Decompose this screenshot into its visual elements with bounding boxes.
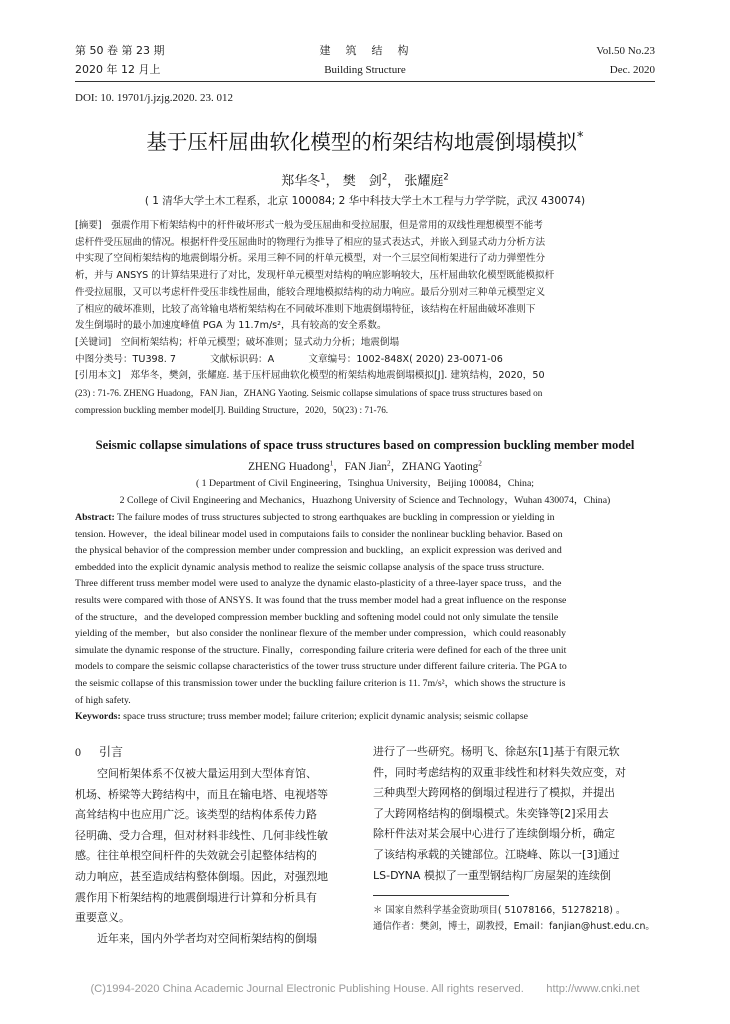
abstract-en-line: models to compare the seismic collapse characteristics of the tower truss structure under different failure criteria. The PGA to: [75, 661, 567, 673]
keywords-cn-text: 空间桁架结构；杆单元模型；破坏准则；显式动力分析；地震倒塌: [120, 336, 400, 348]
body-line: 动力响应，甚至造成结构整体倒塌。因此，对强烈地: [75, 869, 328, 883]
keywords-cn: [75, 335, 655, 352]
article-number: 文章编号：1002-848X( 2020) 23-0071-06: [308, 353, 503, 365]
document-code: 文献标识码：A: [210, 353, 275, 365]
body-line: 近年来，国内外学者均对空间桁架结构的倒塌: [75, 931, 317, 945]
abstract-en-line: the seismic collapse of this transmission tower under the buckling failure criterion is 11. 7m/s²，which shows the structure is: [75, 677, 566, 689]
abstract-en-label: Abstract:: [75, 512, 115, 523]
citation-label: [引用本文]: [75, 370, 121, 382]
abstract-en-line: simulate the dynamic response of the structure. Finally，corresponding failure criteria were defined for each of the three unit: [75, 644, 567, 656]
affil-mark: 2: [386, 459, 391, 468]
affil-mark: 1: [329, 459, 334, 468]
body-line: 除杆件法对某会展中心进行了连续倒塌分析，确定: [373, 827, 615, 841]
journal-name-en: Building Structure: [324, 64, 406, 76]
abstract-en-line: of the structure，and the developed compression member buckling and softening model could not only simulate the tensile: [75, 611, 559, 623]
affiliation-en-line: 2 College of Civil Engineering and Mechanics，Huazhong University of Science and Technology，Wuhan 430074，China): [119, 494, 611, 506]
abstract-en: [75, 510, 655, 726]
abstract-en-line: tension. However，the ideal bilinear model used in computaions fails to consider the nonlinear buckling behavior. Based on: [75, 528, 563, 540]
title-en: Seismic collapse simulations of space truss structures based on compression buckling member model: [95, 438, 635, 452]
copyright-footer: (C)1994-2020 China Academic Journal Electronic Publishing House. All rights reserved. http://www.cnki.net: [90, 983, 640, 995]
author-fan: 樊 剑: [342, 174, 382, 189]
section-number: 0: [75, 745, 81, 759]
title-cn: 基于压杆屈曲软化模型的桁架结构地震倒塌模拟: [146, 130, 577, 154]
page-title: [75, 128, 655, 156]
doi: DOI: 10. 19701/j.jzjg.2020. 23. 012: [75, 92, 233, 104]
body-line: 感。往往单根空间杆件的失效就会引起整体结构的: [75, 849, 317, 863]
affil-mark: 1: [320, 171, 326, 182]
abstract-cn: [75, 218, 655, 418]
separator: ，: [387, 174, 401, 189]
abstract-en-line: of high safety.: [75, 694, 131, 706]
authors-cn: [75, 170, 655, 189]
journal-name-cn: 建 筑 结 构: [319, 44, 411, 57]
volume-issue-en: Vol.50 No.23: [596, 45, 655, 57]
abstract-cn-label: [摘要]: [75, 220, 102, 231]
abstract-cn-line: 强震作用下桁架结构中的杆件破坏形式一般为受压屈曲和受拉屈服，但是常用的双线性理想模型不能考: [111, 220, 543, 231]
abstract-en-line: yielding of the member，but also consider the nonlinear flexure of the member under compression，which could reasonably: [75, 628, 567, 640]
body-left-column: [75, 764, 357, 949]
author-zheng: 郑华冬: [281, 174, 321, 189]
body-line: 了大跨网格结构的倒塌模式。朱奕锋等[2]采用去: [373, 806, 609, 820]
footnote-rule: [373, 895, 509, 896]
body-line: 空间桁架体系不仅被大量运用到大型体育馆、: [75, 767, 317, 780]
abstract-cn-line: 了相应的破坏准则，比较了高耸输电塔桁架结构在不同破坏准则下地震倒塌特征，该结构在杆屈曲破坏准则下: [75, 303, 536, 315]
abstract-cn-line: 析，并与 ANSYS 的计算结果进行了对比，发现杆单元模型对结构的响应影响较大，压杆屈曲软化模型既能模拟杆: [75, 270, 555, 282]
citation-line: 郑华冬，樊剑，张耀庭. 基于压杆屈曲软化模型的桁架结构地震倒塌模拟[J]. 建筑结构，2020，50: [130, 370, 545, 382]
citation-line: (23) : 71-76. ZHENG Huadong，FAN Jian，ZHANG Yaoting. Seismic collapse simulations of space truss structures based on: [75, 388, 543, 399]
footnote-line: 通信作者：樊剑，博士，副教授，Email：fanjian@hust.edu.cn。: [373, 921, 655, 932]
abstract-en-line: results were compared with those of ANSYS. It was found that the truss member model had a great influence on the response: [75, 594, 567, 606]
body-line: 了该结构承载的关键部位。江晓峰、陈以一[3]通过: [373, 847, 620, 861]
abstract-en-line: The failure modes of truss structures subjected to strong earthquakes are buckling in compression or yielding in: [117, 512, 555, 523]
abstract-cn-line: 件受拉屈服，又可以考虑杆件受压非线性屈曲，能较合理地模拟结构的动力响应。最后分别对三种单元模型定义: [75, 286, 546, 298]
body-right-column: [373, 742, 655, 886]
abstract-cn-line: 发生倒塌时的最小加速度峰值 PGA 为 11.7m/s²，具有较高的安全系数。: [75, 320, 387, 332]
abstract-cn-line: 虑杆件受压屈曲的情况。根据杆件受压屈曲时的物理行为推导了相应的显式表达式，并嵌入到显式动力分析方法: [75, 236, 546, 248]
abstract-en-line: embedded into the explicit dynamic analysis method to realize the seismic collapse analysis of the space truss structure.: [75, 561, 545, 573]
date-cn: 2020 年 12 月上: [75, 63, 161, 76]
separator: ，: [325, 174, 339, 189]
abstract-en-line: Three different truss member model were used to analyze the dynamic elasto-plasticity of a three-layer space truss，and the: [75, 578, 562, 590]
abstract-en-line: the physical behavior of the compression member under compression and buckling，an explicit expression was derived and: [75, 545, 562, 557]
author-en: ，FAN Jian: [333, 461, 387, 473]
affiliation-en-line: ( 1 Department of Civil Engineering，Tsinghua University，Beijing 100084，China;: [195, 478, 535, 489]
body-line: 三种典型大跨网格的倒塌过程进行了模拟，并提出: [373, 786, 615, 800]
affiliation-en: [75, 476, 655, 509]
keywords-cn-label: [关键词]: [75, 336, 112, 348]
header-rule: [75, 81, 655, 82]
clc-number: 中图分类号：TU398. 7: [75, 353, 176, 365]
affiliation-cn: ( 1 清华大学土木工程系，北京 100084; 2 华中科技大学土木工程与力学学院，武汉 430074): [144, 195, 586, 207]
footnote-line: ＊ 国家自然科学基金资助项目( 51078166，51278218) 。: [373, 905, 626, 916]
body-line: 径明确、受力合理，但对材料非线性、几何非线性敏: [75, 828, 328, 842]
keywords-en-label: Keywords:: [75, 711, 121, 723]
author-zhang: 张耀庭: [404, 174, 444, 189]
body-line: 机场、桥梁等大跨结构中，而且在输电塔、电视塔等: [75, 787, 328, 801]
affil-mark: 2: [381, 171, 388, 182]
body-line: LS-DYNA 模拟了一重型钢结构厂房屋架的连续倒: [373, 868, 611, 882]
citation-line: compression buckling member model[J]. Building Structure，2020，50(23) : 71-76.: [75, 404, 389, 415]
affil-mark: 2: [443, 171, 449, 182]
abstract-cn-line: 中实现了空间桁架结构的地震倒塌分析。采用三种不同的杆单元模型，对一个三层空间桁架进行了动力弹塑性分: [75, 253, 546, 265]
body-line: 震作用下桁架结构的地震倒塌进行计算和分析具有: [75, 890, 317, 904]
body-line: 件，同时考虑结构的双重非线性和材料失效应变，对: [373, 765, 626, 779]
body-line: 高耸结构中也应用广泛。该类型的结构体系传力路: [75, 808, 317, 822]
keywords-en: [75, 709, 655, 726]
affil-mark: 2: [478, 459, 482, 468]
authors-en: [75, 458, 655, 474]
author-en: ZHENG Huadong: [248, 461, 330, 473]
section-heading: [75, 743, 123, 760]
section-title: 引言: [99, 745, 124, 759]
title-footnote-mark: *: [576, 130, 584, 146]
footnote: [373, 903, 655, 935]
date-en: Dec. 2020: [609, 64, 655, 76]
body-line: 进行了一些研究。杨明飞、徐赵东[1]基于有限元软: [373, 745, 620, 758]
volume-issue-cn: 第 50 卷 第 23 期: [75, 44, 165, 57]
classification-line: [75, 352, 655, 369]
keywords-en-text: space truss structure; truss member model; failure criterion; explicit dynamic analysis; seismic collapse: [123, 711, 528, 723]
body-line: 重要意义。: [75, 911, 130, 925]
author-en: ，ZHANG Yaoting: [390, 461, 479, 473]
